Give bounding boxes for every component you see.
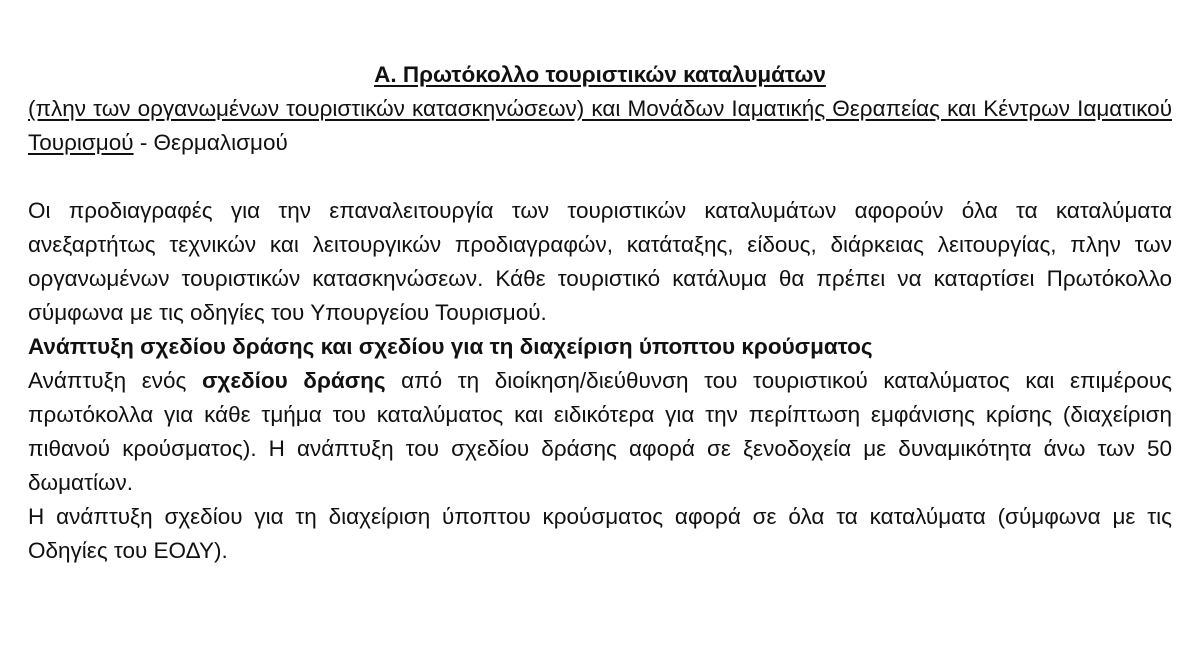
- section-heading: Ανάπτυξη σχεδίου δράσης και σχεδίου για τη διαχείριση ύποπτου κρούσματος: [28, 334, 873, 359]
- document-subtitle: [28, 92, 1172, 160]
- action-text-bold: σχεδίου δράσης: [201, 368, 386, 393]
- subtitle-rest: - Θερμαλισμού: [133, 130, 288, 155]
- action-text-before: Ανάπτυξη ενός: [28, 368, 202, 393]
- subtitle-underlined: (πλην των οργανωμένων τουριστικών κατασκηνώσεων) και Μονάδων Ιαματικής Θεραπείας και Κέντρων Ιαματικού Τουρισμού: [28, 96, 1172, 155]
- spacer: [28, 160, 1172, 194]
- document-title: Α. Πρωτόκολλο τουριστικών καταλυμάτων: [374, 62, 826, 87]
- intro-paragraph: Οι προδιαγραφές για την επαναλειτουργία των τουριστικών καταλυμάτων αφορούν όλα τα καταλύματα ανεξαρτήτως τεχνικών και λειτουργικών προδιαγραφών, κατάταξης, είδους, διάρκειας λειτουργίας, πλην των οργανωμένων τουριστικών κατασκηνώσεων. Κάθε τουριστικό κατάλυμα θα πρέπει να καταρτίσει Πρωτόκολλο σύμφωνα με τις οδηγίες του Υπουργείου Τουρισμού.: [28, 198, 1172, 325]
- action-text-after: από τη διοίκηση/διεύθυνση του τουριστικού καταλύματος και επιμέρους πρωτόκολλα για κάθε τμήμα του καταλύματος και ειδικότερα για την περίπτωση εμφάνισης κρίσης (διαχείριση πιθανού κρούσματος). Η ανάπτυξη του σχεδίου δράσης αφορά σε ξενοδοχεία με δυναμικότητα άνω των 50 δωματίων.: [28, 368, 1172, 495]
- closing-paragraph: Η ανάπτυξη σχεδίου για τη διαχείριση ύποπτου κρούσματος αφορά σε όλα τα καταλύματα (σύμφωνα με τις Οδηγίες του ΕΟΔΥ).: [28, 504, 1172, 563]
- document-page: [28, 58, 1172, 568]
- action-paragraph: [28, 364, 1172, 500]
